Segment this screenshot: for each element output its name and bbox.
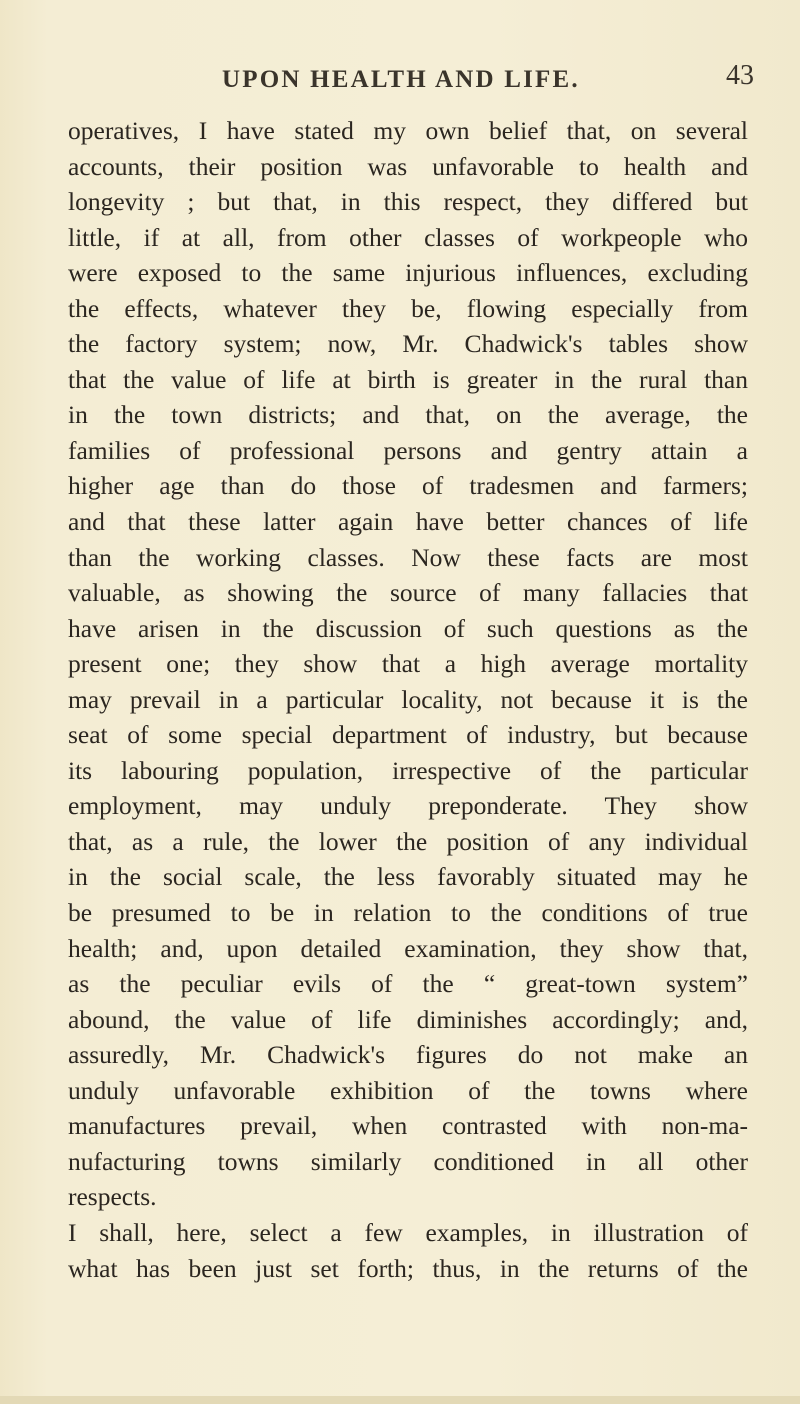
text-line: what has been just set forth; thus, in the returns of the [68,1253,748,1283]
text-line: longevity ; but that, in this respect, they differed but [68,187,748,217]
text-line: unduly unfavorable exhibition of the towns where [68,1075,748,1105]
text-line: that the value of life at birth is greater in the rural than [68,364,748,394]
text-line: in the social scale, the less favorably situated may he [68,862,748,892]
text-line: respects. [68,1182,157,1212]
text-line: manufactures prevail, when contrasted with non-ma- [68,1111,748,1141]
text-line: may prevail in a particular locality, not because it is the [68,684,748,714]
text-line: were exposed to the same injurious influences, excluding [68,258,748,288]
text-line: abound, the value of life diminishes accordingly; and, [68,1004,748,1034]
text-line: little, if at all, from other classes of workpeople who [68,222,748,252]
text-line: I shall, here, select a few examples, in illustration of [68,1217,748,1247]
text-line: the factory system; now, Mr. Chadwick's tables show [68,329,748,359]
text-line: operatives, I have stated my own belief that, on several [68,116,748,145]
text-line: in the town districts; and that, on the average, the [68,400,748,430]
text-line: and that these latter again have better chances of life [68,507,748,537]
text-line: the effects, whatever they be, flowing especially from [68,293,748,323]
running-title: UPON HEALTH AND LIFE. [222,66,580,93]
text-line: health; and, upon detailed examination, they show that, [68,933,748,963]
running-head [0,58,800,98]
text-line: have arisen in the discussion of such questions as the [68,613,748,643]
text-line: seat of some special department of industry, but because [68,720,748,750]
text-line: families of professional persons and gentry attain a [68,435,748,465]
page-bottom-edge [0,1396,800,1404]
text-line: be presumed to be in relation to the conditions of true [68,898,748,928]
text-line: employment, may unduly preponderate. They show [68,791,748,821]
page-number: 43 [726,60,754,91]
text-line: assuredly, Mr. Chadwick's figures do not make an [68,1040,748,1070]
text-line: higher age than do those of tradesmen and farmers; [68,471,748,501]
body-text [68,113,748,1286]
text-line: nufacturing towns similarly conditioned in all other [68,1146,748,1176]
text-line: present one; they show that a high average mortality [68,649,748,679]
text-line: accounts, their position was unfavorable to health and [68,151,748,181]
text-line: valuable, as showing the source of many fallacies that [68,578,748,608]
text-line: than the working classes. Now these facts are most [68,542,748,572]
text-line: its labouring population, irrespective of the particular [68,755,748,785]
text-line: as the peculiar evils of the “ great-town system” [68,969,748,999]
text-line: that, as a rule, the lower the position of any individual [68,826,748,856]
